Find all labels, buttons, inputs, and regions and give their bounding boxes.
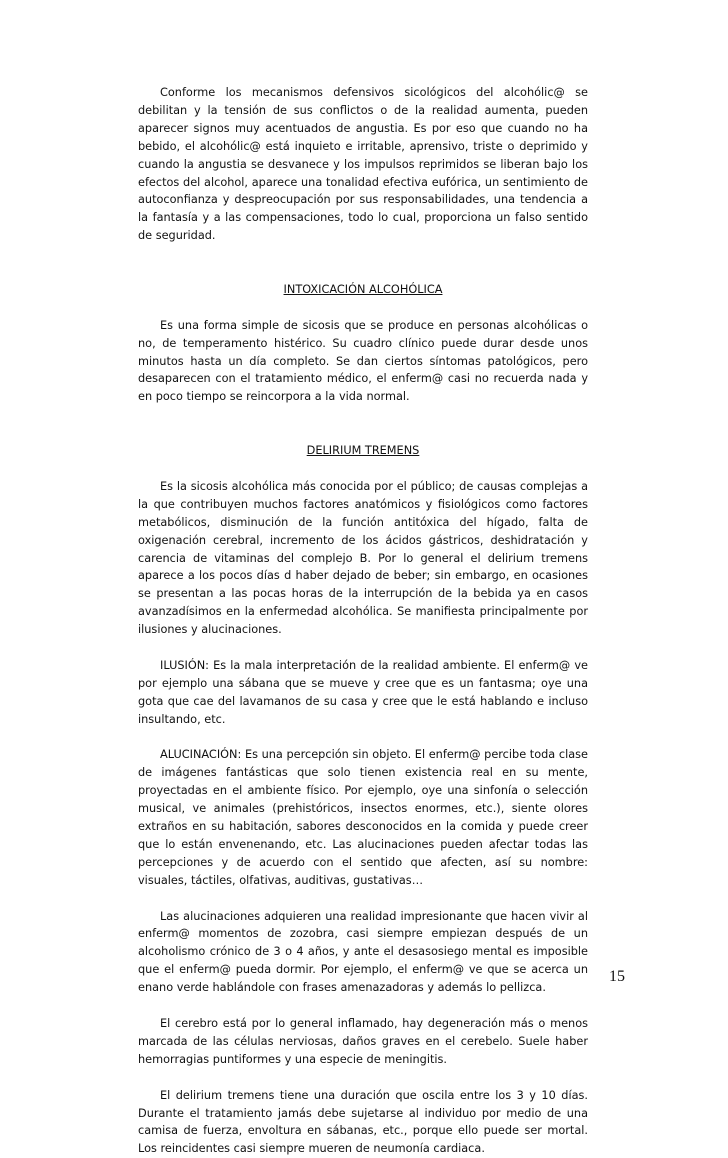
paragraph-ilusion: ILUSIÓN: Es la mala interpretación de la realidad ambiente. El enferm@ ve por ejemplo una sábana que se mueve y cree que es un fantasma; oye una gota que cae del lavamanos de su casa y cree que le está hablando e incluso insultando, etc.	[138, 658, 588, 726]
heading-intoxicacion: INTOXICACIÓN ALCOHÓLICA	[283, 282, 443, 296]
paragraph-intro: Conforme los mecanismos defensivos sicológicos del alcohólic@ se debilitan y la tensión de sus conflictos o de la realidad aumenta, pueden aparecer signos muy acentuados de angustia. Es por eso que cuando no ha bebido, el alcohólic@ está inquieto e irritable, aprensivo, triste o deprimido y cuando la angustia se desvanece y los impulsos reprimidos se liberan bajo los efectos del alcohol, aparece una tonalidad efectiva eufórica, un sentimiento de autoconfianza y despreocupación por sus responsabilidades, una tendencia a la fantasía y a las compensaciones, todo lo cual, proporciona un falso sentido de seguridad.	[138, 86, 588, 243]
paragraph-intoxicacion: Es una forma simple de sicosis que se produce en personas alcohólicas o no, de temperamento histérico. Su cuadro clínico puede durar desde unos minutos hasta un día completo. Se dan ciertos síntomas patológicos, pero desaparecen con el tratamiento médico, el enferm@ casi no recuerda nada y en poco tiempo se reincorpora a la vida normal.	[138, 318, 588, 404]
page-number: 15	[609, 968, 625, 985]
paragraph-alucinacion: ALUCINACIÓN: Es una percepción sin objeto. El enferm@ percibe toda clase de imágenes fantásticas que solo tienen existencia real en su mente, proyectadas en el ambiente físico. Por ejemplo, oye una sinfonía o selección musical, ve animales (prehistóricos, insectos enormes, etc.), siente olores extraños en su habitación, sabores desconocidos en la comida y puede creer que lo están envenenando, etc. Las alucinaciones pueden afectar todas las percepciones y de acuerdo con el sentido que afecten, así su nombre: visuales, táctiles, olfativas, auditivas, gustativas…	[138, 748, 588, 887]
paragraph-cerebro: El cerebro está por lo general inflamado, hay degeneración más o menos marcada de las células nerviosas, daños graves en el cerebelo. Suele haber hemorragias puntiformes y una especie de meningitis.	[138, 1017, 588, 1066]
paragraph-duracion: El delirium tremens tiene una duración que oscila entre los 3 y 10 días. Durante el tratamiento jamás debe sujetarse al individuo por medio de una camisa de fuerza, envoltura en sábanas, etc., porque ello puede ser mortal. Los reincidentes casi siempre mueren de neumonía cardiaca.	[138, 1088, 588, 1156]
paragraph-delirium: Es la sicosis alcohólica más conocida por el público; de causas complejas a la que contribuyen muchos factores anatómicos y fisiológicos como factores metabólicos, disminución de la función antitóxica del hígado, falta de oxigenación cerebral, incremento de los ácidos gástricos, deshidratación y carencia de vitaminas del complejo B. Por lo general el delirium tremens aparece a los pocos días d haber dejado de beber; sin embargo, en ocasiones se presentan a las pocas horas de la interrupción de la bebida ya en casos avanzadísimos en la enfermedad alcohólica. Se manifiesta principalmente por ilusiones y alucinaciones.	[138, 479, 588, 637]
document-body	[138, 84, 588, 1158]
paragraph-alucinaciones: Las alucinaciones adquieren una realidad impresionante que hacen vivir al enferm@ momentos de zozobra, casi siempre empiezan después de un alcoholismo crónico de 3 o 4 años, y ante el desasosiego mental es imposible que el enferm@ pueda dormir. Por ejemplo, el enferm@ ve que se acerca un enano verde hablándole con frases amenazadoras y además lo pellizca.	[138, 909, 588, 995]
heading-delirium: DELIRIUM TREMENS	[306, 444, 420, 458]
